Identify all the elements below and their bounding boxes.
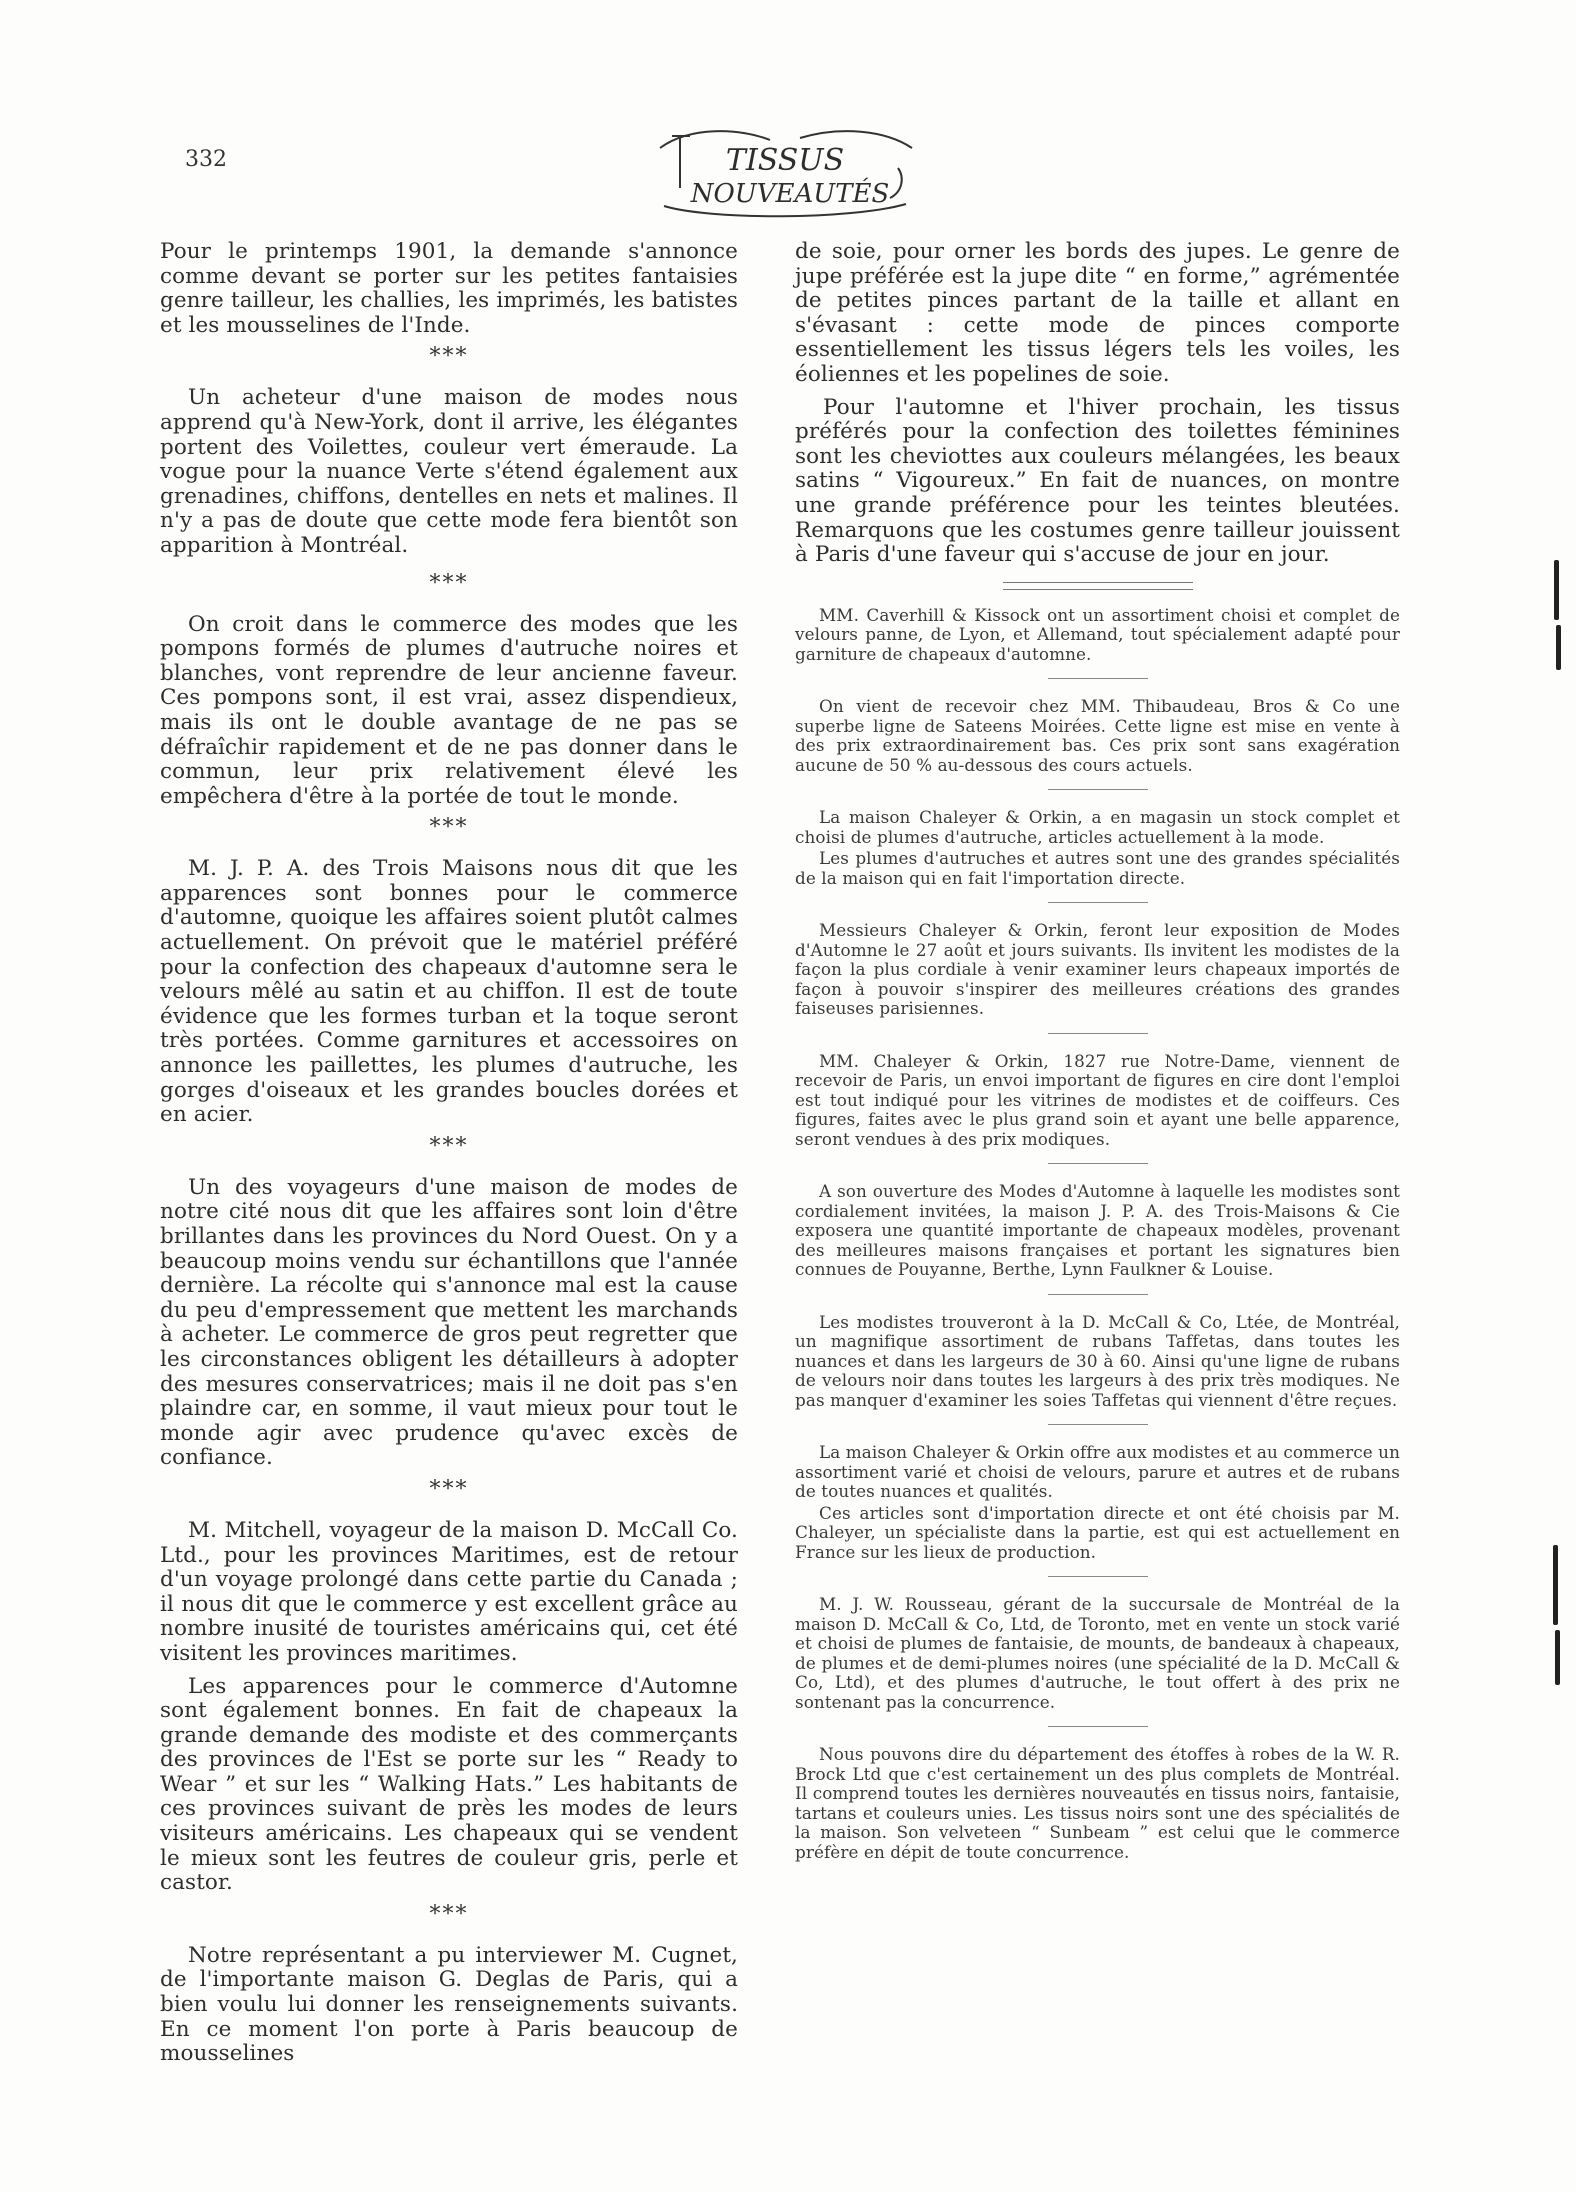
notice-text: M. J. W. Rousseau, gérant de la succursale de Montréal de la maison D. McCall & Co, Ltd, de Toronto, met en vente un stock varié et choisi de plumes de fantaisie, de mounts, de bandeaux à chapeaux, de plumes et de demi-plumes noires (une spécialité de la D. McCall & Co, Ltd), et des plumes d'autruche, le tout offert à des prix ne sontenant pas la concurrence. — [795, 1594, 1400, 1712]
rule-divider — [1048, 1163, 1148, 1164]
notice-text: On vient de recevoir chez MM. Thibaudeau, Bros & Co une superbe ligne de Sateens Moirées. Cette ligne est mise en vente à des prix extraordinairement bas. Ces prix sont sans exagération aucune de 50 % au-dessous des cours actuels. — [795, 696, 1400, 775]
rule-divider — [1048, 1726, 1148, 1727]
rule-divider — [1048, 789, 1148, 790]
rule-divider — [1048, 678, 1148, 679]
notice-text: Les plumes d'autruches et autres sont une des grandes spécialités de la maison qui en fait l'importation directe. — [795, 848, 1400, 888]
article-paragraph: Un acheteur d'une maison de modes nous apprend qu'à New-York, dont il arrive, les élégantes portent des Voilettes, couleur vert émeraude. La vogue pour la nuance Verte s'étend également aux grenadines, chiffons, dentelles en nets et malines. Il n'y a pas de doute que cette mode fera bientôt son apparition à Montréal. — [160, 385, 738, 558]
section-separator: *** — [429, 344, 469, 370]
notice-text: La maison Chaleyer & Orkin, a en magasin un stock complet et choisi de plumes d'autruche, articles actuellement à la mode. — [795, 807, 1400, 847]
notice-item — [795, 1595, 1400, 1712]
section-separator: *** — [429, 1901, 469, 1927]
section-separator: *** — [429, 1133, 469, 1159]
rule-divider — [1048, 1294, 1148, 1295]
notice-item — [795, 1745, 1400, 1862]
article-paragraph: On croit dans le commerce des modes que les pompons formés de plumes d'autruche noires et blanches, vont reprendre de leur ancienne faveur. Ces pompons sont, il est vrai, assez dispendieux, mais ils ont le double avantage de ne pas se défraîchir rapidement et de ne pas donner dans le commun, leur prix relativement élevé les empêchera d'être à la portée de tout le monde. — [160, 611, 738, 809]
notice-text: Ces articles sont d'importation directe et ont été choisis par M. Chaleyer, un spécialiste dans la partie, est qui est actuellement en France sur les lieux de production. — [795, 1502, 1400, 1562]
notice-text: Les modistes trouveront à la D. McCall & Co, Ltée, de Montréal, un magnifique assortiment de rubans Taffetas, dans toutes les nuances et dans les largeurs de 30 à 60. Ainsi qu'une ligne de rubans de velours noir dans toutes les largeurs à des prix très modiques. Ne pas manquer d'examiner les soies Taffetas qui viennent d'être reçues. — [795, 1311, 1400, 1410]
notice-item — [795, 1182, 1400, 1280]
masthead-logo-artwork — [650, 118, 920, 228]
left-column — [160, 240, 738, 2075]
masthead-word-2: NOUVEAUTÉS — [690, 179, 890, 209]
scan-edge-mark — [1556, 625, 1561, 670]
notice-item — [795, 1313, 1400, 1411]
scan-edge-mark — [1555, 1630, 1560, 1685]
masthead-word-1: TISSUS — [725, 143, 845, 178]
notice-item — [795, 1443, 1400, 1562]
scan-edge-mark — [1553, 1545, 1558, 1625]
notice-text: A son ouverture des Modes d'Automne à laquelle les modistes sont cordialement invitées, la maison J. P. A. des Trois-Maisons & Cie exposera une quantité importante de chapeaux modèles, provenant des meilleures maisons françaises et portant les signatures bien connues de Pouyanne, Berthe, Lynn Faulkner & Louise. — [795, 1181, 1400, 1280]
section-separator: *** — [429, 570, 469, 596]
notice-text: La maison Chaleyer & Orkin offre aux modistes et au commerce un assortiment varié et choisi de velours, parure et autres et de rubans de toutes nuances et qualités. — [795, 1442, 1400, 1502]
notice-item — [795, 1052, 1400, 1150]
masthead-logo — [650, 118, 920, 228]
notice-item — [795, 606, 1400, 665]
section-separator: *** — [429, 815, 469, 841]
notice-text: Nous pouvons dire du département des étoffes à robes de la W. R. Brock Ltd que c'est certainement un des plus complets de Montréal. Il comprend toutes les dernières nouveautés en tissus noirs, fantaisie, tartans et couleurs unies. Les tissus noirs sont une des spécialités de la maison. Son velveteen “ Sunbeam ” est celui que le commerce préfère en dépit de toute concurrence. — [795, 1744, 1400, 1862]
article-paragraph: M. J. P. A. des Trois Maisons nous dit que les apparences sont bonnes pour le commerce d'automne, quoique les affaires soient plutôt calmes actuellement. On prévoit que le matériel préféré pour la confection des chapeaux d'automne sera le velours mêlé au satin et au chiffon. Il est de toute évidence que les formes turban et la toque seront très portées. Comme garnitures et accessoires on annonce les paillettes, les plumes d'autruche, les gorges d'oiseaux et les grandes boucles dorées et en acier. — [160, 856, 738, 1128]
article-paragraph: Notre représentant a pu interviewer M. Cugnet, de l'importante maison G. Deglas de Paris, qui a bien voulu lui donner les renseignements suivants. En ce moment l'on porte à Paris beaucoup de mousselines — [160, 1942, 738, 2067]
article-paragraph: de soie, pour orner les bords des jupes. Le genre de jupe préférée est la jupe dite “ en forme,” agrémentée de petites pinces partant de la taille et allant en s'évasant : cette mode de pinces comporte essentiellement les tissus légers tels les voiles, les éoliennes et les popelines de soie. — [795, 239, 1400, 387]
notice-item — [795, 697, 1400, 775]
article-paragraph: Les apparences pour le commerce d'Automne sont également bonnes. En fait de chapeaux la grande demande des modiste et des commerçants des provinces de l'Est se porte sur les “ Ready to Wear ” et sur les “ Walking Hats.” Les habitants de ces provinces suivant de près les modes de leurs visiteurs américains. Les chapeaux qui se vendent le mieux sont les feutres de couleur gris, perle et castor. — [160, 1673, 738, 1896]
rule-divider — [1048, 902, 1148, 903]
rule-divider — [1048, 1576, 1148, 1577]
double-rule-divider — [1003, 582, 1193, 590]
rule-divider — [1048, 1033, 1148, 1034]
notice-item — [795, 921, 1400, 1019]
article-paragraph: Un des voyageurs d'une maison de modes de notre cité nous dit que les affaires sont loin d'être brillantes dans les provinces du Nord Ouest. On y a beaucoup moins vendu sur échantillons que l'année dernière. La récolte qui s'annonce mal est la cause du peu d'empressement que mettent les marchands à acheter. Le commerce de gros peut regretter que les circonstances obligent les détailleurs à adopter des mesures conservatrices; mais il ne doit pas s'en plaindre car, en somme, il vaut mieux pour tout le monde agir avec prudence qu'avec excès de confiance. — [160, 1174, 738, 1471]
article-paragraph: Pour l'automne et l'hiver prochain, les tissus préférés pour la confection des toilettes féminines sont les cheviottes aux couleurs mélangées, les beaux satins “ Vigoureux.” En fait de nuances, on montre une grande préférence pour les teintes bleutées. Remarquons que les costumes genre tailleur jouissent à Paris d'une faveur qui s'accuse de jour en jour. — [795, 394, 1400, 568]
scan-edge-mark — [1554, 560, 1559, 620]
notice-text: Messieurs Chaleyer & Orkin, feront leur exposition de Modes d'Automne le 27 août et jours suivants. Ils invitent les modistes de la façon la plus cordiale à venir examiner leurs chapeaux importés de façon à pouvoir s'inspirer des meilleures créations des grandes faiseuses parisiennes. — [795, 920, 1400, 1019]
rule-divider — [1048, 1424, 1148, 1425]
section-separator: *** — [429, 1476, 469, 1502]
article-paragraph: M. Mitchell, voyageur de la maison D. McCall Co. Ltd., pour les provinces Maritimes, est de retour d'un voyage prolongé dans cette partie du Canada ; il nous dit que le commerce y est excellent grâce au nombre inusité de touristes américains qui, cet été visitent les provinces maritimes. — [160, 1517, 738, 1666]
right-column — [795, 240, 1400, 1864]
notice-text: MM. Chaleyer & Orkin, 1827 rue Notre-Dame, viennent de recevoir de Paris, un envoi important de figures en cire dont l'emploi est tout indiqué pour les vitrines de modistes et de coiffeurs. Ces figures, faites avec le plus grand soin et ayant une belle apparence, seront vendues à des prix modiques. — [795, 1050, 1400, 1149]
page-number: 332 — [185, 147, 227, 172]
notice-item — [795, 808, 1400, 888]
article-paragraph: Pour le printemps 1901, la demande s'annonce comme devant se porter sur les petites fantaisies genre tailleur, les challies, les imprimés, les batistes et les mousselines de l'Inde. — [160, 239, 738, 338]
notice-text: MM. Caverhill & Kissock ont un assortiment choisi et complet de velours panne, de Lyon, et Allemand, tout spécialement adapté pour garniture de chapeaux d'automne. — [795, 604, 1400, 664]
